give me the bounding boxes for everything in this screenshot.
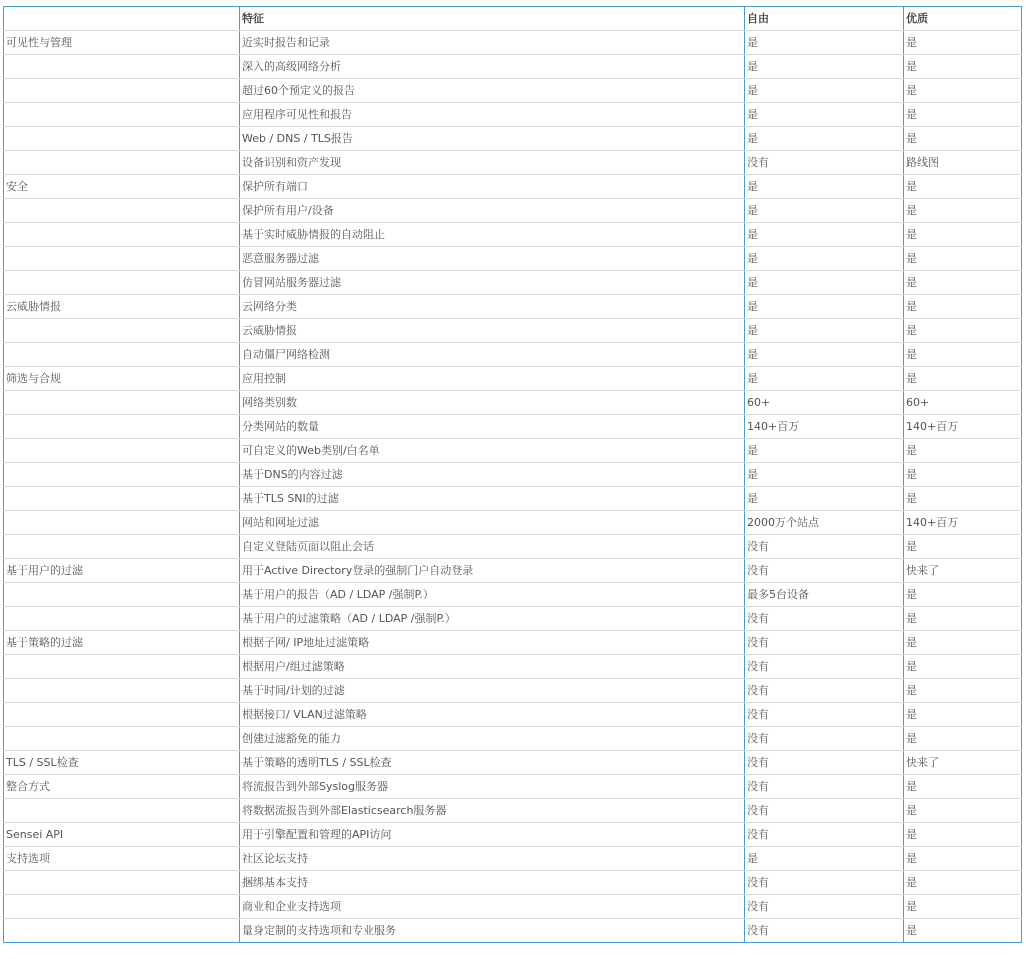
cell-feature: 应用程序可见性和报告 [240, 103, 745, 127]
cell-premium: 是 [904, 799, 1022, 823]
cell-free: 没有 [745, 799, 904, 823]
cell-premium: 是 [904, 223, 1022, 247]
cell-free: 140+百万 [745, 415, 904, 439]
cell-feature: 用于Active Directory登录的强制门户自动登录 [240, 559, 745, 583]
cell-category [4, 799, 240, 823]
cell-premium: 快来了 [904, 751, 1022, 775]
cell-free: 是 [745, 55, 904, 79]
cell-category: Sensei API [4, 823, 240, 847]
cell-free: 是 [745, 463, 904, 487]
cell-free: 没有 [745, 655, 904, 679]
table-row [4, 727, 1022, 751]
cell-free: 是 [745, 487, 904, 511]
cell-premium: 是 [904, 607, 1022, 631]
table-row [4, 319, 1022, 343]
table-row [4, 439, 1022, 463]
cell-premium: 是 [904, 823, 1022, 847]
cell-feature: 将流报告到外部Syslog服务器 [240, 775, 745, 799]
cell-premium: 是 [904, 919, 1022, 943]
cell-feature: 基于用户的报告（AD / LDAP /强制P.） [240, 583, 745, 607]
cell-category [4, 511, 240, 535]
cell-free: 是 [745, 271, 904, 295]
table-row [4, 415, 1022, 439]
cell-premium: 是 [904, 199, 1022, 223]
comparison-table-container [3, 6, 1021, 943]
cell-category [4, 679, 240, 703]
cell-category [4, 415, 240, 439]
cell-premium: 是 [904, 247, 1022, 271]
table-row [4, 535, 1022, 559]
table-row [4, 823, 1022, 847]
table-row [4, 919, 1022, 943]
cell-category: TLS / SSL检查 [4, 751, 240, 775]
table-row [4, 295, 1022, 319]
table-row [4, 775, 1022, 799]
cell-premium: 是 [904, 895, 1022, 919]
table-row [4, 247, 1022, 271]
cell-premium: 是 [904, 79, 1022, 103]
table-row [4, 271, 1022, 295]
table-header-row [4, 7, 1022, 31]
cell-free: 没有 [745, 919, 904, 943]
cell-category [4, 223, 240, 247]
cell-category [4, 895, 240, 919]
cell-feature: 基于策略的透明TLS / SSL检查 [240, 751, 745, 775]
cell-category [4, 487, 240, 511]
cell-category [4, 247, 240, 271]
cell-feature: 捆绑基本支持 [240, 871, 745, 895]
cell-category: 可见性与管理 [4, 31, 240, 55]
cell-free: 没有 [745, 895, 904, 919]
table-row [4, 367, 1022, 391]
cell-feature: 仿冒网站服务器过滤 [240, 271, 745, 295]
table-row [4, 175, 1022, 199]
table-row [4, 679, 1022, 703]
cell-premium: 是 [904, 343, 1022, 367]
table-row [4, 583, 1022, 607]
table-row [4, 559, 1022, 583]
cell-premium: 60+ [904, 391, 1022, 415]
cell-category [4, 127, 240, 151]
cell-category [4, 583, 240, 607]
cell-free: 没有 [745, 775, 904, 799]
cell-feature: 基于TLS SNI的过滤 [240, 487, 745, 511]
cell-free: 是 [745, 847, 904, 871]
cell-category [4, 655, 240, 679]
cell-free: 是 [745, 79, 904, 103]
cell-feature: 保护所有用户/设备 [240, 199, 745, 223]
cell-feature: 商业和企业支持选项 [240, 895, 745, 919]
cell-feature: 恶意服务器过滤 [240, 247, 745, 271]
table-row [4, 343, 1022, 367]
cell-feature: 将数据流报告到外部Elasticsearch服务器 [240, 799, 745, 823]
cell-category [4, 871, 240, 895]
cell-category [4, 439, 240, 463]
cell-premium: 路线图 [904, 151, 1022, 175]
cell-feature: 创建过滤豁免的能力 [240, 727, 745, 751]
cell-category: 云威胁情报 [4, 295, 240, 319]
cell-premium: 140+百万 [904, 511, 1022, 535]
cell-premium: 是 [904, 535, 1022, 559]
cell-free: 是 [745, 199, 904, 223]
cell-premium: 是 [904, 295, 1022, 319]
table-row [4, 487, 1022, 511]
cell-free: 是 [745, 343, 904, 367]
cell-premium: 是 [904, 55, 1022, 79]
table-row [4, 391, 1022, 415]
cell-premium: 是 [904, 463, 1022, 487]
cell-category [4, 463, 240, 487]
cell-premium: 是 [904, 487, 1022, 511]
cell-feature: 可自定义的Web类别/白名单 [240, 439, 745, 463]
cell-premium: 是 [904, 847, 1022, 871]
cell-feature: 网络类别数 [240, 391, 745, 415]
cell-premium: 是 [904, 103, 1022, 127]
cell-category [4, 391, 240, 415]
table-row [4, 55, 1022, 79]
cell-feature: 根据接口/ VLAN过滤策略 [240, 703, 745, 727]
cell-free: 是 [745, 439, 904, 463]
cell-premium: 是 [904, 679, 1022, 703]
cell-premium: 140+百万 [904, 415, 1022, 439]
cell-free: 没有 [745, 559, 904, 583]
cell-feature: 用于引擎配置和管理的API访问 [240, 823, 745, 847]
cell-free: 最多5台设备 [745, 583, 904, 607]
table-row [4, 79, 1022, 103]
table-row [4, 223, 1022, 247]
cell-free: 没有 [745, 535, 904, 559]
cell-free: 是 [745, 31, 904, 55]
feature-comparison-table [3, 6, 1022, 943]
table-row [4, 799, 1022, 823]
table-row [4, 151, 1022, 175]
cell-premium: 是 [904, 31, 1022, 55]
cell-feature: 超过60个预定义的报告 [240, 79, 745, 103]
cell-free: 是 [745, 127, 904, 151]
table-row [4, 199, 1022, 223]
cell-free: 是 [745, 295, 904, 319]
cell-feature: 基于时间/计划的过滤 [240, 679, 745, 703]
cell-feature: 近实时报告和记录 [240, 31, 745, 55]
cell-free: 没有 [745, 631, 904, 655]
cell-premium: 是 [904, 775, 1022, 799]
table-body [4, 31, 1022, 943]
cell-feature: 云威胁情报 [240, 319, 745, 343]
cell-free: 60+ [745, 391, 904, 415]
cell-category [4, 607, 240, 631]
cell-category [4, 151, 240, 175]
cell-premium: 是 [904, 583, 1022, 607]
cell-free: 没有 [745, 607, 904, 631]
cell-free: 是 [745, 367, 904, 391]
cell-category [4, 271, 240, 295]
cell-feature: 量身定制的支持选项和专业服务 [240, 919, 745, 943]
cell-category [4, 727, 240, 751]
cell-free: 没有 [745, 703, 904, 727]
table-row [4, 895, 1022, 919]
table-row [4, 631, 1022, 655]
cell-category [4, 199, 240, 223]
header-feature: 特征 [240, 7, 745, 31]
cell-category: 筛选与合规 [4, 367, 240, 391]
table-row [4, 751, 1022, 775]
cell-premium: 是 [904, 367, 1022, 391]
cell-feature: 基于DNS的内容过滤 [240, 463, 745, 487]
cell-free: 没有 [745, 823, 904, 847]
cell-feature: 云网络分类 [240, 295, 745, 319]
cell-feature: 社区论坛支持 [240, 847, 745, 871]
cell-premium: 是 [904, 127, 1022, 151]
cell-feature: 深入的高级网络分析 [240, 55, 745, 79]
cell-category [4, 103, 240, 127]
cell-premium: 是 [904, 271, 1022, 295]
cell-premium: 是 [904, 439, 1022, 463]
cell-category [4, 319, 240, 343]
cell-feature: 设备识别和资产发现 [240, 151, 745, 175]
cell-feature: 根据子网/ IP地址过滤策略 [240, 631, 745, 655]
cell-category [4, 55, 240, 79]
table-row [4, 607, 1022, 631]
cell-feature: 自定义登陆页面以阻止会话 [240, 535, 745, 559]
table-row [4, 31, 1022, 55]
cell-premium: 是 [904, 319, 1022, 343]
cell-feature: 基于实时威胁情报的自动阻止 [240, 223, 745, 247]
cell-free: 没有 [745, 679, 904, 703]
cell-free: 是 [745, 103, 904, 127]
cell-category [4, 535, 240, 559]
cell-category: 整合方式 [4, 775, 240, 799]
cell-category [4, 343, 240, 367]
cell-premium: 是 [904, 703, 1022, 727]
cell-free: 是 [745, 247, 904, 271]
cell-feature: 根据用户/组过滤策略 [240, 655, 745, 679]
cell-category: 安全 [4, 175, 240, 199]
cell-premium: 是 [904, 655, 1022, 679]
table-row [4, 871, 1022, 895]
cell-premium: 是 [904, 871, 1022, 895]
cell-free: 没有 [745, 727, 904, 751]
cell-feature: 基于用户的过滤策略（AD / LDAP /强制P.） [240, 607, 745, 631]
cell-free: 没有 [745, 151, 904, 175]
table-row [4, 103, 1022, 127]
cell-premium: 是 [904, 631, 1022, 655]
cell-category [4, 79, 240, 103]
cell-feature: 网站和网址过滤 [240, 511, 745, 535]
table-row [4, 463, 1022, 487]
cell-feature: 保护所有端口 [240, 175, 745, 199]
cell-premium: 快来了 [904, 559, 1022, 583]
table-row [4, 655, 1022, 679]
cell-category: 基于用户的过滤 [4, 559, 240, 583]
cell-free: 没有 [745, 751, 904, 775]
cell-category [4, 703, 240, 727]
cell-category [4, 919, 240, 943]
cell-category: 支持选项 [4, 847, 240, 871]
cell-free: 2000万个站点 [745, 511, 904, 535]
cell-feature: 分类网站的数量 [240, 415, 745, 439]
cell-feature: Web / DNS / TLS报告 [240, 127, 745, 151]
table-row [4, 127, 1022, 151]
header-free: 自由 [745, 7, 904, 31]
table-row [4, 847, 1022, 871]
cell-free: 没有 [745, 871, 904, 895]
cell-category: 基于策略的过滤 [4, 631, 240, 655]
cell-free: 是 [745, 319, 904, 343]
cell-premium: 是 [904, 727, 1022, 751]
cell-free: 是 [745, 175, 904, 199]
table-row [4, 703, 1022, 727]
header-premium: 优质 [904, 7, 1022, 31]
cell-feature: 应用控制 [240, 367, 745, 391]
cell-premium: 是 [904, 175, 1022, 199]
cell-feature: 自动僵尸网络检测 [240, 343, 745, 367]
cell-free: 是 [745, 223, 904, 247]
header-category [4, 7, 240, 31]
table-row [4, 511, 1022, 535]
